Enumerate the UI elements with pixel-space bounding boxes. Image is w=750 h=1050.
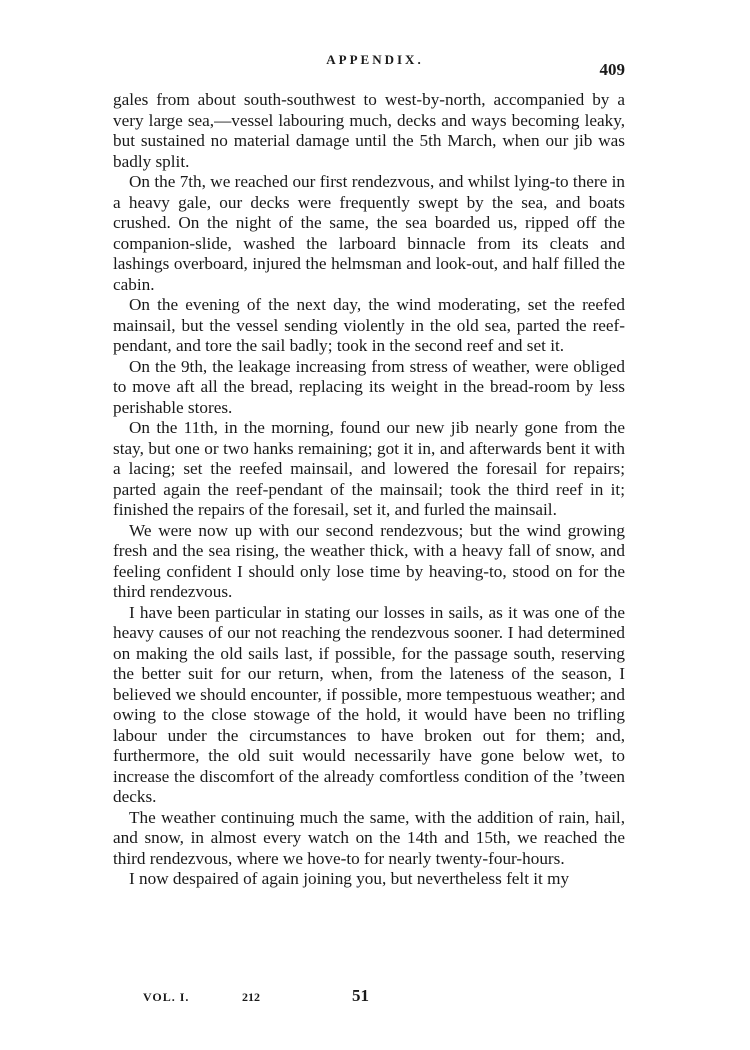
paragraph: I now despaired of again joining you, but nevertheless felt it my bbox=[129, 869, 570, 888]
volume-label: VOL. I. bbox=[143, 990, 190, 1004]
paragraph: On the 7th, we reached our first rendezvous, and whilst lying-to there in a heavy gale, our decks were frequently swept by the sea, and boats crushed. On the night of the same, the sea boarded us, ripped off the companion-slide, washed the larboard binnacle from its cleats and lashings overboard, injured the helmsman and look-out, and half filled the cabin. bbox=[113, 172, 625, 294]
paragraph: On the 9th, the leakage increasing from stress of weather, were obliged to move aft all the bread, replacing its weight in the bread-room by less perishable stores. bbox=[113, 356, 625, 417]
paragraph: We were now up with our second rendezvous; but the wind growing fresh and the sea rising, the weather thick, with a heavy fall of snow, and feeling confident I should only lose time by heaving-to, stood on for the third rendezvous. bbox=[113, 520, 625, 601]
footer-signature-line bbox=[143, 986, 443, 1006]
paragraph: On the 11th, in the morning, found our new jib nearly gone from the stay, but one or two hanks remaining; got it in, and afterwards bent it with a lacing; set the reefed mainsail, and lowered the foresail for repairs; parted again the reef-pendant of the mainsail; took the third reef in it; finished the repairs of the foresail, set it, and furled the mainsail. bbox=[113, 418, 625, 519]
running-title: APPENDIX. bbox=[326, 52, 424, 67]
body-text bbox=[113, 90, 625, 890]
paragraph: On the evening of the next day, the wind moderating, set the reefed mainsail, but the vessel sending violently in the old sea, parted the reef-pendant, and tore the sail badly; took in the second reef and set it. bbox=[113, 295, 625, 355]
paragraph: I have been particular in stating our losses in sails, as it was one of the heavy causes of our not reaching the rendezvous sooner. I had determined on making the old sails last, if possible, for the passage south, reserving the better suit for our return, when, from the lateness of the season, I believed we should encounter, if possible, more tempestuous weather; and owing to the close stowage of the hold, it would have been no trifling labour under the circumstances to have broken out for them; and, furthermore, the old suit would necessarily have gone below wet, to increase the discomfort of the already comfortless condition of the ’tween decks. bbox=[113, 602, 625, 806]
paragraph: gales from about south-southwest to west-by-north, accompanied by a very large sea,—vessel labouring much, decks and ways becoming leaky, but sustained no material damage until the 5th March, when our jib was badly split. bbox=[113, 90, 625, 171]
paragraph: The weather continuing much the same, with the addition of rain, hail, and snow, in almost every watch on the 14th and 15th, we reached the third rendezvous, where we hove-to for nearly twenty-four-hours. bbox=[113, 807, 625, 868]
sheet-number: 212 bbox=[242, 990, 260, 1004]
signature-mark: 51 bbox=[352, 986, 369, 1005]
page-number: 409 bbox=[599, 60, 625, 79]
